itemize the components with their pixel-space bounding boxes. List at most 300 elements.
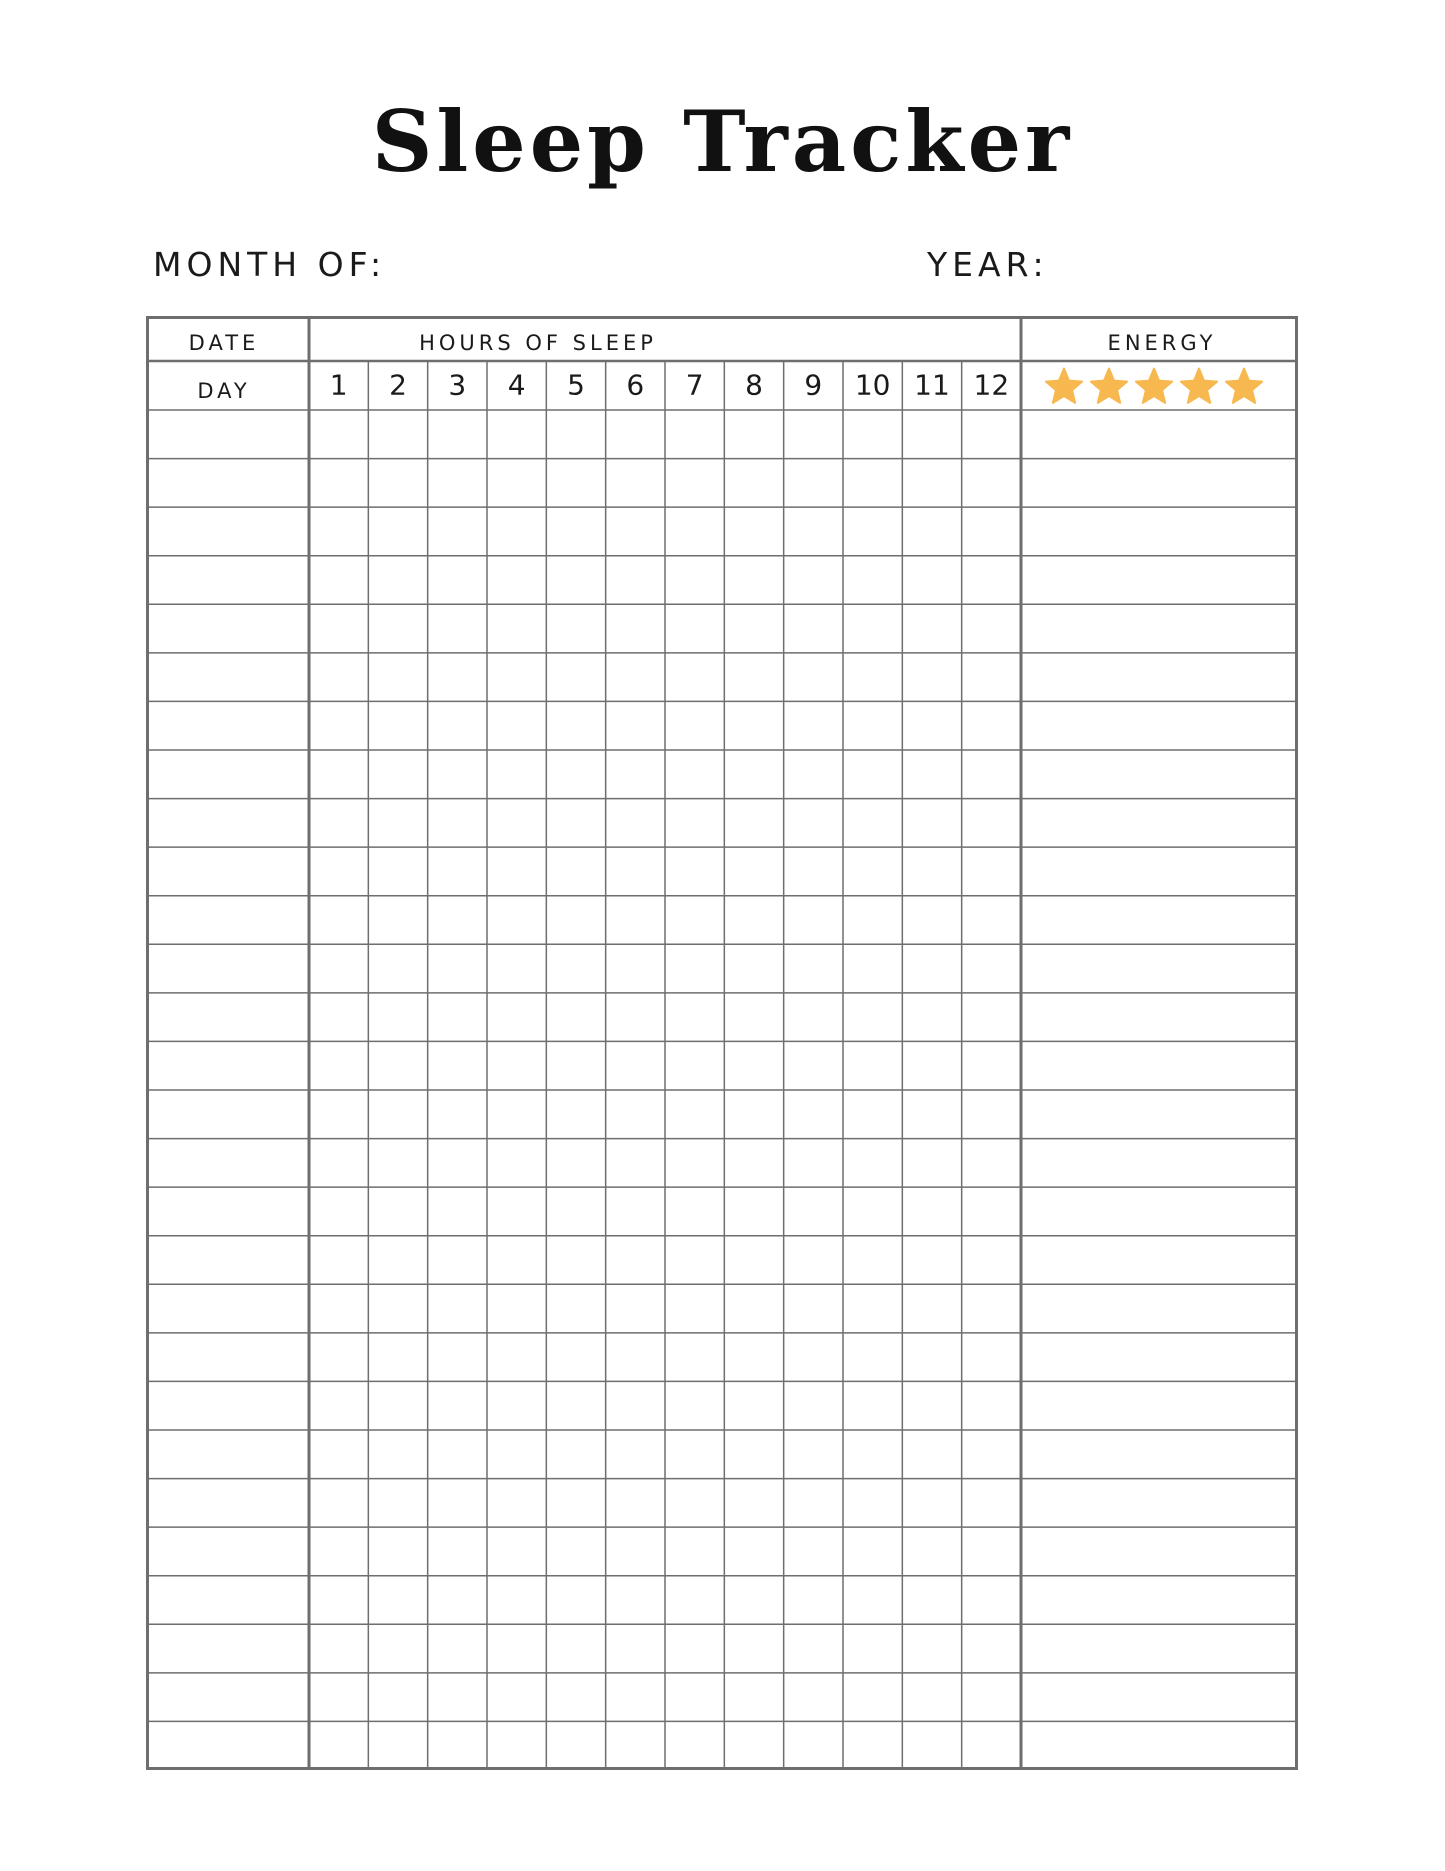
hour-cell[interactable] [309,896,368,945]
hour-cell[interactable] [962,1624,1021,1673]
hour-cell[interactable] [962,1041,1021,1090]
energy-cell[interactable] [1021,1333,1298,1382]
hour-cell[interactable] [902,507,961,556]
hour-cell[interactable] [724,1479,783,1528]
date-cell[interactable] [146,1333,309,1382]
hour-cell[interactable] [546,1673,605,1722]
hour-cell[interactable] [724,604,783,653]
hour-cell[interactable] [724,896,783,945]
hour-cell[interactable] [962,1090,1021,1139]
energy-cell[interactable] [1021,1576,1298,1625]
hour-cell[interactable] [428,1527,487,1576]
hour-cell[interactable] [546,507,605,556]
hour-cell[interactable] [309,701,368,750]
hour-cell[interactable] [724,459,783,508]
hour-cell[interactable] [665,1187,724,1236]
hour-cell[interactable] [309,993,368,1042]
energy-cell[interactable] [1021,604,1298,653]
hour-cell[interactable] [724,1430,783,1479]
hour-cell[interactable] [962,799,1021,848]
hour-cell[interactable] [902,1576,961,1625]
hour-cell[interactable] [546,459,605,508]
energy-cell[interactable] [1021,1673,1298,1722]
hour-cell[interactable] [606,1333,665,1382]
hour-cell[interactable] [546,653,605,702]
hour-cell[interactable] [606,1576,665,1625]
hour-cell[interactable] [309,1236,368,1285]
hour-cell[interactable] [724,410,783,459]
hour-cell[interactable] [843,1236,902,1285]
date-cell[interactable] [146,1041,309,1090]
hour-cell[interactable] [843,750,902,799]
hour-cell[interactable] [428,896,487,945]
hour-cell[interactable] [368,896,427,945]
energy-cell[interactable] [1021,507,1298,556]
hour-cell[interactable] [546,1381,605,1430]
hour-cell[interactable] [309,847,368,896]
hour-cell[interactable] [546,993,605,1042]
date-cell[interactable] [146,410,309,459]
hour-cell[interactable] [665,896,724,945]
hour-cell[interactable] [962,1673,1021,1722]
hour-cell[interactable] [902,799,961,848]
energy-cell[interactable] [1021,944,1298,993]
hour-cell[interactable] [784,556,843,605]
hour-cell[interactable] [724,1236,783,1285]
hour-cell[interactable] [368,1673,427,1722]
hour-cell[interactable] [487,1673,546,1722]
hour-cell[interactable] [487,1041,546,1090]
hour-cell[interactable] [902,1187,961,1236]
hour-cell[interactable] [843,1430,902,1479]
hour-cell[interactable] [546,750,605,799]
hour-cell[interactable] [962,701,1021,750]
hour-cell[interactable] [309,1673,368,1722]
hour-cell[interactable] [368,1236,427,1285]
date-cell[interactable] [146,750,309,799]
hour-cell[interactable] [309,1624,368,1673]
energy-cell[interactable] [1021,556,1298,605]
hour-cell[interactable] [428,410,487,459]
hour-cell[interactable] [606,847,665,896]
hour-cell[interactable] [487,1624,546,1673]
energy-cell[interactable] [1021,410,1298,459]
hour-cell[interactable] [902,1284,961,1333]
hour-cell[interactable] [487,410,546,459]
hour-cell[interactable] [309,1139,368,1188]
hour-cell[interactable] [546,1624,605,1673]
hour-cell[interactable] [665,507,724,556]
hour-cell[interactable] [606,1284,665,1333]
hour-cell[interactable] [724,1333,783,1382]
date-cell[interactable] [146,1187,309,1236]
hour-cell[interactable] [487,1479,546,1528]
hour-cell[interactable] [606,1624,665,1673]
hour-cell[interactable] [606,1430,665,1479]
hour-cell[interactable] [665,653,724,702]
hour-cell[interactable] [428,993,487,1042]
hour-cell[interactable] [665,1236,724,1285]
hour-cell[interactable] [368,944,427,993]
hour-cell[interactable] [606,507,665,556]
hour-cell[interactable] [962,1527,1021,1576]
hour-cell[interactable] [368,1090,427,1139]
hour-cell[interactable] [724,1041,783,1090]
hour-cell[interactable] [368,604,427,653]
energy-cell[interactable] [1021,1236,1298,1285]
hour-cell[interactable] [606,1527,665,1576]
energy-cell[interactable] [1021,1721,1298,1770]
date-cell[interactable] [146,993,309,1042]
hour-cell[interactable] [309,1479,368,1528]
hour-cell[interactable] [368,459,427,508]
hour-cell[interactable] [368,1333,427,1382]
date-cell[interactable] [146,1721,309,1770]
hour-cell[interactable] [724,1673,783,1722]
hour-cell[interactable] [606,799,665,848]
hour-cell[interactable] [487,896,546,945]
energy-cell[interactable] [1021,653,1298,702]
hour-cell[interactable] [606,896,665,945]
hour-cell[interactable] [902,896,961,945]
hour-cell[interactable] [843,653,902,702]
hour-cell[interactable] [784,1041,843,1090]
hour-cell[interactable] [724,1284,783,1333]
hour-cell[interactable] [368,993,427,1042]
hour-cell[interactable] [843,993,902,1042]
hour-cell[interactable] [724,653,783,702]
hour-cell[interactable] [606,1721,665,1770]
hour-cell[interactable] [546,896,605,945]
hour-cell[interactable] [368,1139,427,1188]
hour-cell[interactable] [428,1721,487,1770]
date-cell[interactable] [146,944,309,993]
hour-cell[interactable] [784,1284,843,1333]
hour-cell[interactable] [546,1139,605,1188]
energy-cell[interactable] [1021,896,1298,945]
hour-cell[interactable] [368,799,427,848]
hour-cell[interactable] [606,556,665,605]
hour-cell[interactable] [368,750,427,799]
hour-cell[interactable] [546,1527,605,1576]
hour-cell[interactable] [784,459,843,508]
hour-cell[interactable] [428,944,487,993]
hour-cell[interactable] [309,1333,368,1382]
date-cell[interactable] [146,507,309,556]
date-cell[interactable] [146,1236,309,1285]
date-cell[interactable] [146,1090,309,1139]
hour-cell[interactable] [784,1527,843,1576]
hour-cell[interactable] [843,1721,902,1770]
hour-cell[interactable] [606,1236,665,1285]
hour-cell[interactable] [487,1236,546,1285]
hour-cell[interactable] [546,944,605,993]
hour-cell[interactable] [784,993,843,1042]
hour-cell[interactable] [309,944,368,993]
hour-cell[interactable] [962,750,1021,799]
hour-cell[interactable] [665,1479,724,1528]
hour-cell[interactable] [428,604,487,653]
hour-cell[interactable] [843,1333,902,1382]
hour-cell[interactable] [309,410,368,459]
hour-cell[interactable] [546,701,605,750]
energy-cell[interactable] [1021,1041,1298,1090]
hour-cell[interactable] [962,459,1021,508]
energy-cell[interactable] [1021,993,1298,1042]
hour-cell[interactable] [368,1041,427,1090]
hour-cell[interactable] [962,1381,1021,1430]
hour-cell[interactable] [784,847,843,896]
hour-cell[interactable] [843,1527,902,1576]
hour-cell[interactable] [428,799,487,848]
hour-cell[interactable] [784,410,843,459]
date-cell[interactable] [146,1381,309,1430]
hour-cell[interactable] [902,1479,961,1528]
hour-cell[interactable] [487,799,546,848]
hour-cell[interactable] [724,1624,783,1673]
hour-cell[interactable] [606,993,665,1042]
hour-cell[interactable] [665,1576,724,1625]
hour-cell[interactable] [546,1721,605,1770]
hour-cell[interactable] [784,1333,843,1382]
hour-cell[interactable] [724,1527,783,1576]
hour-cell[interactable] [665,993,724,1042]
date-cell[interactable] [146,896,309,945]
energy-cell[interactable] [1021,1381,1298,1430]
energy-cell[interactable] [1021,847,1298,896]
hour-cell[interactable] [902,993,961,1042]
hour-cell[interactable] [724,701,783,750]
hour-cell[interactable] [902,1673,961,1722]
hour-cell[interactable] [309,1527,368,1576]
hour-cell[interactable] [724,750,783,799]
hour-cell[interactable] [843,1624,902,1673]
hour-cell[interactable] [368,1624,427,1673]
energy-cell[interactable] [1021,701,1298,750]
hour-cell[interactable] [962,1236,1021,1285]
hour-cell[interactable] [962,993,1021,1042]
hour-cell[interactable] [428,459,487,508]
hour-cell[interactable] [606,410,665,459]
date-cell[interactable] [146,604,309,653]
hour-cell[interactable] [546,1187,605,1236]
hour-cell[interactable] [546,1479,605,1528]
hour-cell[interactable] [546,1430,605,1479]
hour-cell[interactable] [902,653,961,702]
hour-cell[interactable] [962,604,1021,653]
hour-cell[interactable] [724,556,783,605]
hour-cell[interactable] [962,1139,1021,1188]
hour-cell[interactable] [428,1236,487,1285]
hour-cell[interactable] [546,556,605,605]
hour-cell[interactable] [309,653,368,702]
hour-cell[interactable] [665,799,724,848]
hour-cell[interactable] [902,847,961,896]
hour-cell[interactable] [546,1090,605,1139]
hour-cell[interactable] [487,556,546,605]
hour-cell[interactable] [487,507,546,556]
hour-cell[interactable] [962,1721,1021,1770]
hour-cell[interactable] [665,1673,724,1722]
hour-cell[interactable] [428,847,487,896]
hour-cell[interactable] [487,1284,546,1333]
hour-cell[interactable] [546,799,605,848]
hour-cell[interactable] [487,1430,546,1479]
hour-cell[interactable] [784,750,843,799]
hour-cell[interactable] [428,1187,487,1236]
hour-cell[interactable] [487,653,546,702]
hour-cell[interactable] [428,653,487,702]
hour-cell[interactable] [962,847,1021,896]
hour-cell[interactable] [368,1721,427,1770]
hour-cell[interactable] [665,701,724,750]
hour-cell[interactable] [962,653,1021,702]
hour-cell[interactable] [962,556,1021,605]
hour-cell[interactable] [546,1236,605,1285]
hour-cell[interactable] [843,1284,902,1333]
hour-cell[interactable] [309,556,368,605]
hour-cell[interactable] [902,1527,961,1576]
hour-cell[interactable] [902,1139,961,1188]
hour-cell[interactable] [368,556,427,605]
hour-cell[interactable] [724,847,783,896]
hour-cell[interactable] [309,1284,368,1333]
hour-cell[interactable] [724,507,783,556]
hour-cell[interactable] [843,944,902,993]
hour-cell[interactable] [309,1041,368,1090]
hour-cell[interactable] [606,1187,665,1236]
hour-cell[interactable] [962,507,1021,556]
hour-cell[interactable] [487,604,546,653]
date-cell[interactable] [146,1624,309,1673]
date-cell[interactable] [146,701,309,750]
hour-cell[interactable] [487,750,546,799]
hour-cell[interactable] [428,1041,487,1090]
hour-cell[interactable] [309,1187,368,1236]
hour-cell[interactable] [843,507,902,556]
hour-cell[interactable] [665,1284,724,1333]
hour-cell[interactable] [902,1090,961,1139]
hour-cell[interactable] [606,459,665,508]
hour-cell[interactable] [606,701,665,750]
hour-cell[interactable] [902,1381,961,1430]
energy-cell[interactable] [1021,1624,1298,1673]
hour-cell[interactable] [428,1624,487,1673]
hour-cell[interactable] [606,750,665,799]
hour-cell[interactable] [665,750,724,799]
hour-cell[interactable] [902,410,961,459]
hour-cell[interactable] [784,507,843,556]
energy-cell[interactable] [1021,1284,1298,1333]
hour-cell[interactable] [902,1236,961,1285]
hour-cell[interactable] [784,1576,843,1625]
hour-cell[interactable] [843,896,902,945]
hour-cell[interactable] [724,1187,783,1236]
hour-cell[interactable] [368,1576,427,1625]
hour-cell[interactable] [428,701,487,750]
hour-cell[interactable] [784,1381,843,1430]
hour-cell[interactable] [902,1333,961,1382]
hour-cell[interactable] [665,1041,724,1090]
hour-cell[interactable] [487,459,546,508]
hour-cell[interactable] [665,410,724,459]
hour-cell[interactable] [784,1236,843,1285]
hour-cell[interactable] [843,1673,902,1722]
energy-cell[interactable] [1021,750,1298,799]
hour-cell[interactable] [843,459,902,508]
hour-cell[interactable] [724,1721,783,1770]
date-cell[interactable] [146,1430,309,1479]
hour-cell[interactable] [665,556,724,605]
hour-cell[interactable] [724,1139,783,1188]
hour-cell[interactable] [606,1139,665,1188]
date-cell[interactable] [146,1576,309,1625]
hour-cell[interactable] [487,1139,546,1188]
hour-cell[interactable] [962,1479,1021,1528]
hour-cell[interactable] [487,1527,546,1576]
hour-cell[interactable] [606,1479,665,1528]
hour-cell[interactable] [784,1721,843,1770]
hour-cell[interactable] [902,750,961,799]
hour-cell[interactable] [368,1284,427,1333]
hour-cell[interactable] [724,944,783,993]
hour-cell[interactable] [843,799,902,848]
hour-cell[interactable] [784,799,843,848]
hour-cell[interactable] [487,847,546,896]
hour-cell[interactable] [784,1187,843,1236]
hour-cell[interactable] [665,1333,724,1382]
hour-cell[interactable] [487,944,546,993]
hour-cell[interactable] [487,1333,546,1382]
hour-cell[interactable] [843,1576,902,1625]
hour-cell[interactable] [546,604,605,653]
hour-cell[interactable] [368,1187,427,1236]
hour-cell[interactable] [309,799,368,848]
hour-cell[interactable] [665,1090,724,1139]
hour-cell[interactable] [665,1139,724,1188]
hour-cell[interactable] [962,1576,1021,1625]
hour-cell[interactable] [546,1284,605,1333]
date-cell[interactable] [146,1673,309,1722]
date-cell[interactable] [146,1284,309,1333]
hour-cell[interactable] [665,847,724,896]
hour-cell[interactable] [487,1576,546,1625]
hour-cell[interactable] [368,653,427,702]
hour-cell[interactable] [368,1479,427,1528]
hour-cell[interactable] [487,1381,546,1430]
date-cell[interactable] [146,799,309,848]
hour-cell[interactable] [487,1090,546,1139]
hour-cell[interactable] [843,1381,902,1430]
hour-cell[interactable] [843,1479,902,1528]
hour-cell[interactable] [428,556,487,605]
hour-cell[interactable] [428,1479,487,1528]
hour-cell[interactable] [843,701,902,750]
hour-cell[interactable] [962,1187,1021,1236]
hour-cell[interactable] [902,1430,961,1479]
date-cell[interactable] [146,1139,309,1188]
hour-cell[interactable] [546,847,605,896]
hour-cell[interactable] [309,459,368,508]
hour-cell[interactable] [962,410,1021,459]
hour-cell[interactable] [784,701,843,750]
date-cell[interactable] [146,847,309,896]
hour-cell[interactable] [487,701,546,750]
hour-cell[interactable] [784,1479,843,1528]
date-cell[interactable] [146,653,309,702]
date-cell[interactable] [146,1527,309,1576]
hour-cell[interactable] [428,1673,487,1722]
